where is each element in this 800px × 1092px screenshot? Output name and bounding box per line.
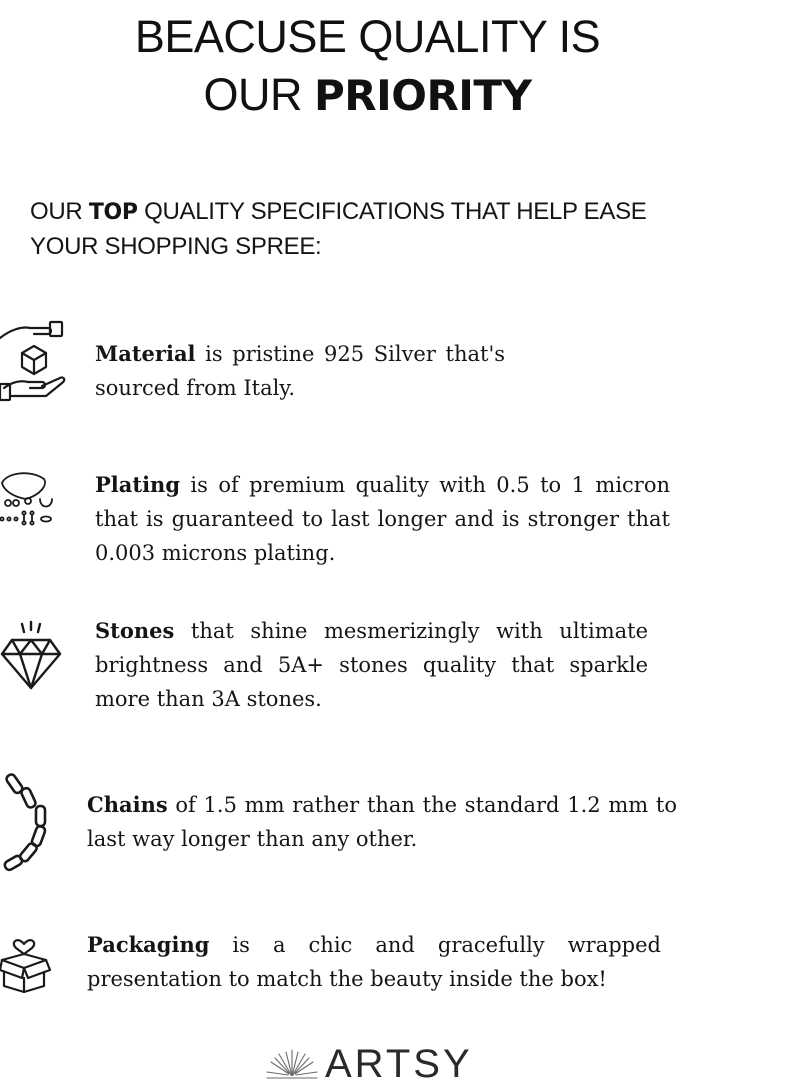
feature-chains: [0, 770, 800, 870]
feature-plating-text: [95, 468, 670, 570]
sunburst-icon: [265, 1044, 319, 1084]
feature-packaging-text: [87, 928, 661, 996]
feature-stones-text: [95, 614, 648, 716]
page-title: [0, 8, 735, 125]
brand-logo: [265, 1040, 475, 1086]
gift-box-icon: [0, 930, 56, 998]
title-emphasis: PRIORITY: [314, 71, 532, 120]
jewelry-icon: [0, 465, 60, 535]
feature-chains-text: [87, 788, 677, 856]
feature-plating-title: Plating: [95, 472, 181, 497]
hands-box-icon: [0, 320, 66, 408]
feature-stones: [0, 614, 800, 724]
feature-material-desc: is pristine 925 Silver that's sourced from Italy.: [95, 342, 505, 400]
feature-packaging: [0, 928, 800, 1008]
feature-material-text: [95, 337, 505, 405]
feature-plating: [0, 465, 800, 575]
title-line-2: [0, 66, 735, 125]
title-line-1: BEACUSE QUALITY IS: [134, 11, 601, 62]
diamond-icon: [0, 620, 62, 694]
brand-name: ARTSY: [325, 1042, 473, 1086]
feature-stones-desc: that shine mesmerizingly with ultimate brightness and 5A+ stones quality that sparkle more than 3A stones.: [95, 619, 648, 711]
chain-icon: [4, 772, 56, 876]
intro-prefix: OUR: [30, 198, 89, 225]
feature-plating-desc: is of premium quality with 0.5 to 1 micron that is guaranteed to last longer and is stronger that 0.003 microns plating.: [95, 473, 670, 565]
intro-text: [30, 195, 650, 264]
intro-suffix: QUALITY SPECIFICATIONS THAT HELP EASE YOUR SHOPPING SPREE:: [30, 198, 647, 260]
feature-material-title: Material: [95, 341, 196, 366]
feature-material: [0, 320, 800, 410]
feature-packaging-desc: is a chic and gracefully wrapped presentation to match the beauty inside the box!: [87, 933, 661, 991]
intro-emphasis: TOP: [88, 200, 138, 225]
feature-packaging-title: Packaging: [87, 932, 210, 957]
feature-chains-title: Chains: [87, 792, 168, 817]
title-line-2-prefix: OUR: [203, 69, 314, 120]
feature-stones-title: Stones: [95, 618, 175, 643]
feature-chains-desc: of 1.5 mm rather than the standard 1.2 mm to last way longer than any other.: [87, 793, 677, 851]
